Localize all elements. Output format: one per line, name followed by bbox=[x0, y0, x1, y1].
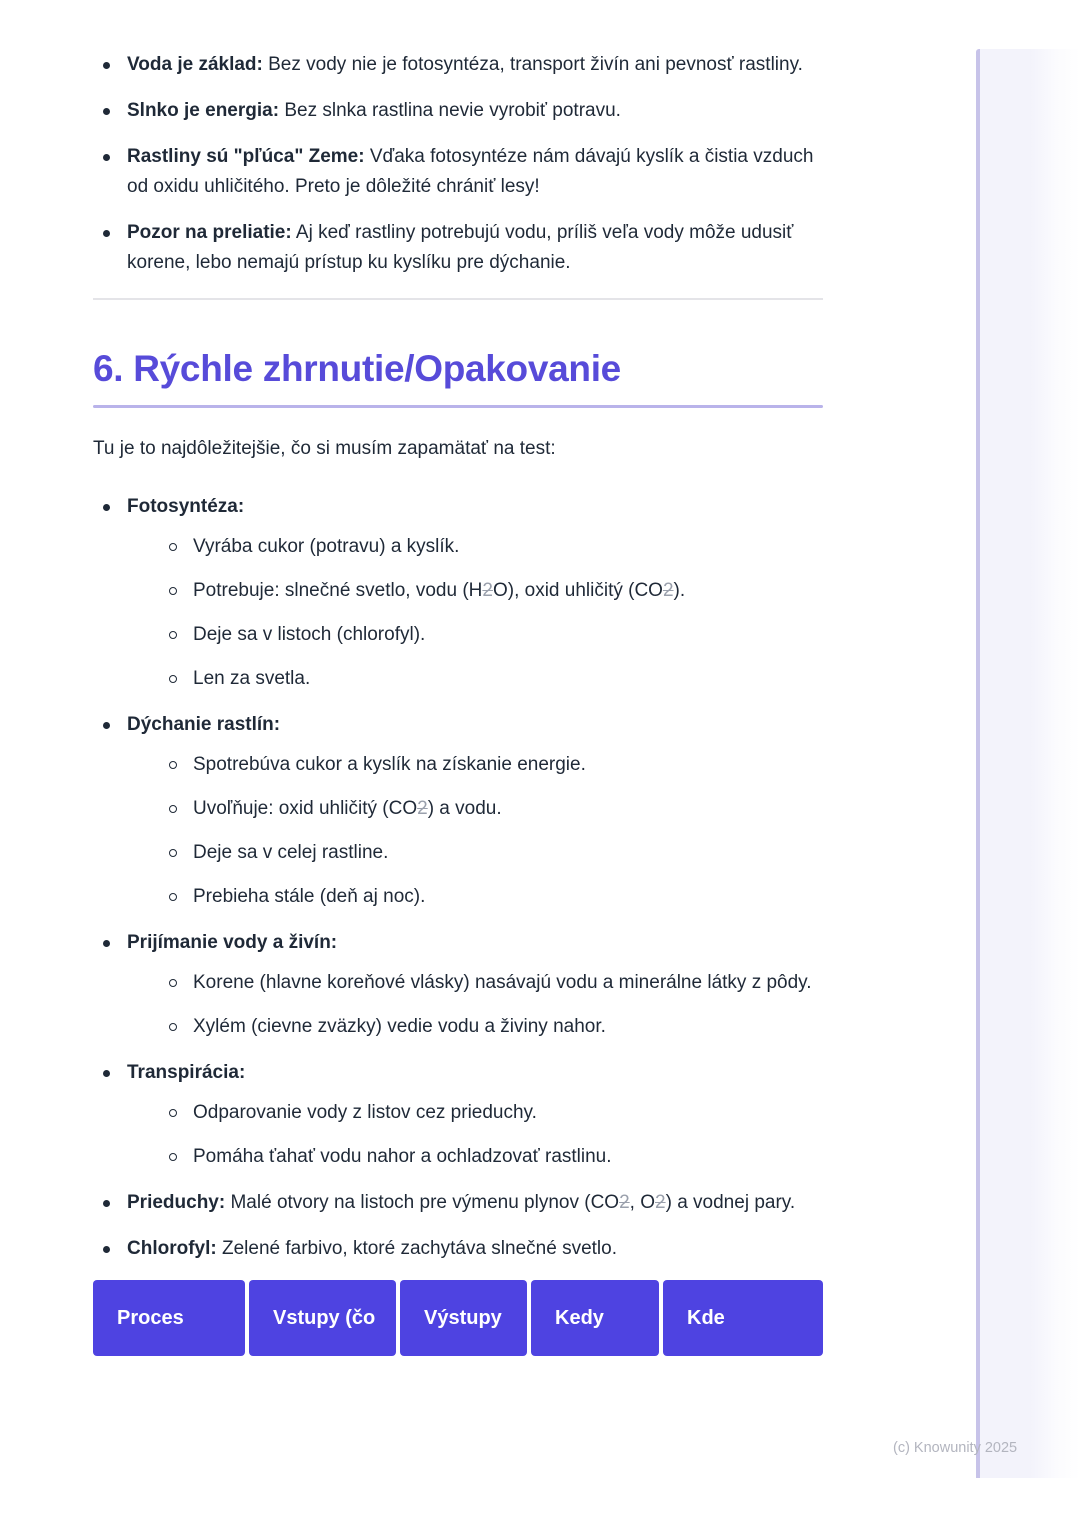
bullet-dot-icon bbox=[103, 154, 110, 161]
list-item bbox=[93, 96, 823, 126]
table-header-kedy: Kedy bbox=[531, 1280, 659, 1356]
heading-underline bbox=[93, 405, 823, 408]
table-header-kde: Kde bbox=[663, 1280, 823, 1356]
sub-list-item bbox=[127, 750, 823, 780]
text: ) a vodu. bbox=[427, 798, 502, 819]
bold-text: Transpirácia: bbox=[127, 1062, 246, 1083]
text: Pomáha ťahať vodu nahor a ochladzovať rastlinu. bbox=[193, 1146, 612, 1167]
section-divider bbox=[93, 298, 823, 300]
bullet-dot-icon bbox=[103, 1246, 110, 1253]
text: Prebieha stále (deň aj noc). bbox=[193, 886, 426, 907]
bullet-circle-icon bbox=[169, 675, 177, 683]
struck-subscript: 2 bbox=[655, 1192, 666, 1213]
bullet-circle-icon bbox=[169, 979, 177, 987]
text: Aj keď rastliny potrebujú vodu, príliš veľa vody môže udusiť korene, lebo nemajú prístup ku kyslíku pre dýchanie. bbox=[127, 222, 794, 273]
bold-text: Voda je základ: bbox=[127, 54, 263, 75]
list-item bbox=[93, 50, 823, 80]
struck-subscript: 2 bbox=[482, 580, 493, 601]
bullet-circle-icon bbox=[169, 587, 177, 595]
list-item bbox=[93, 1234, 823, 1264]
key-points-list bbox=[93, 50, 823, 278]
text: , O bbox=[629, 1192, 656, 1213]
table-header-vstupy: Vstupy (čo bbox=[249, 1280, 396, 1356]
sub-list bbox=[127, 968, 823, 1042]
text: Korene (hlavne koreňové vlásky) nasávajú vodu a minerálne látky z pôdy. bbox=[193, 972, 812, 993]
page-content bbox=[93, 0, 823, 1356]
text: Deje sa v celej rastline. bbox=[193, 842, 389, 863]
bold-text: Fotosyntéza: bbox=[127, 496, 245, 517]
sub-list-item bbox=[127, 1098, 823, 1128]
text: Odparovanie vody z listov cez prieduchy. bbox=[193, 1102, 537, 1123]
bullet-dot-icon bbox=[103, 1070, 110, 1077]
list-item bbox=[93, 1058, 823, 1172]
section-heading: 6. Rýchle zhrnutie/Opakovanie bbox=[93, 348, 621, 389]
text: ). bbox=[673, 580, 686, 601]
text: Vďaka fotosyntéze nám dávajú kyslík a čistia vzduch od oxidu uhličitého. Preto je dôležité chrániť lesy! bbox=[127, 146, 814, 197]
text: Vyrába cukor (potravu) a kyslík. bbox=[193, 536, 460, 557]
bullet-dot-icon bbox=[103, 940, 110, 947]
bullet-dot-icon bbox=[103, 230, 110, 237]
bullet-circle-icon bbox=[169, 761, 177, 769]
summary-table-header-row bbox=[93, 1280, 823, 1356]
list-item bbox=[93, 710, 823, 912]
sub-list-item bbox=[127, 794, 823, 824]
sub-list-item bbox=[127, 1142, 823, 1172]
page-edge-decoration bbox=[976, 49, 1080, 1478]
text: Potrebuje: slnečné svetlo, vodu (H bbox=[193, 580, 483, 601]
sub-list-item bbox=[127, 576, 823, 606]
list-item bbox=[93, 492, 823, 694]
text: Uvoľňuje: oxid uhličitý (CO bbox=[193, 798, 418, 819]
bullet-circle-icon bbox=[169, 1023, 177, 1031]
text: Spotrebúva cukor a kyslík na získanie energie. bbox=[193, 754, 586, 775]
text: Len za svetla. bbox=[193, 668, 311, 689]
bold-text: Dýchanie rastlín: bbox=[127, 714, 281, 735]
sub-list-item bbox=[127, 882, 823, 912]
text: Malé otvory na listoch pre výmenu plynov (CO bbox=[225, 1192, 620, 1213]
list-item bbox=[93, 142, 823, 202]
bullet-circle-icon bbox=[169, 631, 177, 639]
text: Zelené farbivo, ktoré zachytáva slnečné svetlo. bbox=[216, 1238, 617, 1259]
bold-text: Prieduchy: bbox=[127, 1192, 226, 1213]
bullet-dot-icon bbox=[103, 108, 110, 115]
bullet-circle-icon bbox=[169, 849, 177, 857]
sub-list-item bbox=[127, 664, 823, 694]
list-item bbox=[93, 928, 823, 1042]
struck-subscript: 2 bbox=[662, 580, 674, 601]
summary-list bbox=[93, 492, 823, 1264]
sub-list-item bbox=[127, 532, 823, 562]
bullet-circle-icon bbox=[169, 893, 177, 901]
table-header-vystupy: Výstupy bbox=[400, 1280, 527, 1356]
struck-subscript: 2 bbox=[619, 1192, 630, 1213]
struck-subscript: 2 bbox=[417, 798, 428, 819]
text: Xylém (cievne zväzky) vedie vodu a živiny nahor. bbox=[193, 1016, 606, 1037]
text: Bez slnka rastlina nevie vyrobiť potravu. bbox=[279, 100, 621, 121]
bold-text: Prijímanie vody a živín: bbox=[127, 932, 338, 953]
bullet-dot-icon bbox=[103, 1200, 110, 1207]
copyright-text: (c) Knowunity 2025 bbox=[893, 1440, 1018, 1456]
sub-list-item bbox=[127, 838, 823, 868]
bullet-circle-icon bbox=[169, 1109, 177, 1117]
table-header-proces: Proces bbox=[93, 1280, 245, 1356]
text: Bez vody nie je fotosyntéza, transport živín ani pevnosť rastliny. bbox=[262, 54, 803, 75]
sub-list bbox=[127, 1098, 823, 1172]
bullet-circle-icon bbox=[169, 1153, 177, 1161]
bold-text: Slnko je energia: bbox=[127, 100, 280, 121]
sub-list bbox=[127, 750, 823, 912]
list-item bbox=[93, 1188, 823, 1218]
bold-text: Rastliny sú "pľúca" Zeme: bbox=[127, 146, 365, 167]
bullet-circle-icon bbox=[169, 543, 177, 551]
bold-text: Pozor na preliatie: bbox=[127, 222, 292, 243]
sub-list-item bbox=[127, 968, 823, 998]
sub-list bbox=[127, 532, 823, 694]
text: O), oxid uhličitý (CO bbox=[492, 580, 663, 601]
bullet-dot-icon bbox=[103, 504, 110, 511]
text: Deje sa v listoch (chlorofyl). bbox=[193, 624, 426, 645]
bullet-dot-icon bbox=[103, 62, 110, 69]
text: ) a vodnej pary. bbox=[665, 1192, 796, 1213]
bullet-circle-icon bbox=[169, 805, 177, 813]
list-item bbox=[93, 218, 823, 278]
sub-list-item bbox=[127, 1012, 823, 1042]
sub-list-item bbox=[127, 620, 823, 650]
intro-text: Tu je to najdôležitejšie, čo si musím zapamätať na test: bbox=[93, 438, 556, 459]
bold-text: Chlorofyl: bbox=[127, 1238, 217, 1259]
bullet-dot-icon bbox=[103, 722, 110, 729]
